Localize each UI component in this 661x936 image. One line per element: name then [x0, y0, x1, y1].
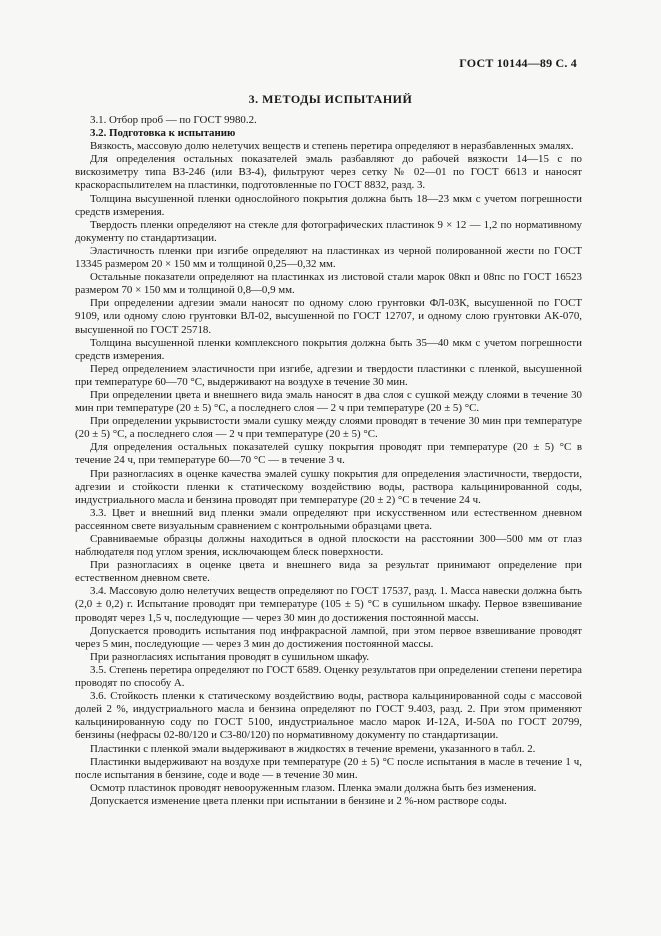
paragraph: Остальные показатели определяют на пластинках из листовой стали марок 08кп и 08пс по ГОСТ 16523 размером 70 × 150 мм и толщиной 0,8—0,9 мм. — [75, 271, 582, 297]
paragraph: Перед определением эластичности при изгибе, адгезии и твердости пластинки с пленкой, высушенной при температуре 60—70 °С, выдерживают на воздухе в течение 30 мин. — [75, 362, 582, 388]
page-header: ГОСТ 10144—89 С. 4 — [459, 56, 577, 70]
clause-3-4: 3.4. Массовую долю нелетучих веществ определяют по ГОСТ 17537, разд. 1. Масса навески должна быть (2,0 ± 0,2) г. Испытание проводят при температуре (105 ± 5) °С в сушильном шкафу. Первое взвешивание проводят через 1,5 ч, последующие — через 30 мин до достижения постоянной массы. — [75, 585, 582, 624]
body-text — [75, 114, 582, 808]
paragraph: При разногласиях испытания проводят в сушильном шкафу. — [90, 650, 370, 663]
clause-3-1: 3.1. Отбор проб — по ГОСТ 9980.2. — [90, 114, 257, 126]
paragraph: Твердость пленки определяют на стекле для фотографических пластинок 9 × 12 — 1,2 по нормативному документу по стандартизации. — [75, 218, 582, 244]
paragraph: Вязкость, массовую долю нелетучих веществ и степень перетира определяют в неразбавленных эмалях. — [90, 140, 574, 153]
section-title: 3. МЕТОДЫ ИСПЫТАНИЙ — [248, 92, 413, 106]
paragraph: Осмотр пластинок проводят невооруженным глазом. Пленка эмали должна быть без изменения. — [90, 781, 537, 794]
paragraph: Сравниваемые образцы должны находиться в одной плоскости на расстоянии 300—500 мм от глаз наблюдателя под углом зрения, исключающем блеск поверхности. — [75, 533, 582, 559]
paragraph: Для определения остальных показателей эмаль разбавляют до рабочей вязкости 14—15 с по вискозиметру типа ВЗ-246 (или ВЗ-4), фильтруют через сетку № 02—01 по ГОСТ 6613 и наносят краскораспылителем на пластинки, подготовленные по ГОСТ 8832, разд. 3. — [75, 153, 582, 192]
clause-3-2-heading: 3.2. Подготовка к испытанию — [90, 127, 236, 140]
paragraph: Для определения остальных показателей сушку покрытия проводят при температуре (20 ± 5) °С в течение 24 ч, при температуре 60—70 °С — в течение 3 ч. — [75, 441, 582, 467]
paragraph: Пластинки с пленкой эмали выдерживают в жидкостях в течение времени, указанного в табл. 2. — [90, 742, 536, 755]
paragraph: При разногласиях в оценке качества эмалей сушку покрытия для определения эластичности, твердости, адгезии и стойкости пленки к статическому воздействию воды, раствора кальцинированной соды, индустриального масла и бензина проводят при температуре (20 ± 2) °С в течение 24 ч. — [75, 467, 582, 506]
clause-3-6: 3.6. Стойкость пленки к статическому воздействию воды, раствора кальцинированной соды с массовой долей 2 %, индустриального масла и бензина определяют по ГОСТ 9.403, разд. 2. При этом применяют кальцинированную соду по ГОСТ 5100, индустриальное масло марок И-12А, И-50А по ГОСТ 20799, бензины (нефрасы 02-80/120 и С3-80/120) по нормативному документу по стандартизации. — [75, 690, 582, 742]
paragraph: Допускается изменение цвета пленки при испытании в бензине и 2 %-ном растворе соды. — [90, 794, 507, 807]
clause-3-3: 3.3. Цвет и внешний вид пленки эмали определяют при искусственном или естественном дневном рассеянном свете визуальным сравнением с контрольными образцами цвета. — [75, 506, 582, 532]
paragraph: Толщина высушенной пленки комплексного покрытия должна быть 35—40 мкм с учетом погрешности средств измерения. — [75, 336, 582, 362]
paragraph: Толщина высушенной пленки однослойного покрытия должна быть 18—23 мкм с учетом погрешности средств измерения. — [75, 192, 582, 218]
paragraph: При определении адгезии эмали наносят по одному слою грунтовки ФЛ-03К, высушенной по ГОСТ 9109, или одному слою грунтовки ВЛ-02, высушенной по ГОСТ 12707, и одному слою грунтовки АК-070, высушенной по ГОСТ 25718. — [75, 297, 582, 336]
paragraph: Допускается проводить испытания под инфракрасной лампой, при этом первое взвешивание проводят через 5 мин, последующие — через 3 мин до достижения постоянной массы. — [75, 624, 582, 650]
paragraph: При определении укрывистости эмали сушку между слоями проводят в течение 30 мин при температуре (20 ± 5) °С, а последнего слоя — 2 ч при температуре (20 ± 5) °С. — [75, 415, 582, 441]
paragraph: При разногласиях в оценке цвета и внешнего вида за результат принимают определение при естественном дневном свете. — [75, 559, 582, 585]
paragraph: При определении цвета и внешнего вида эмаль наносят в два слоя с сушкой между слоями в течение 30 мин при температуре (20 ± 5) °С, а последнего слоя — 2 ч при температуре (20 ± 5) °С. — [75, 388, 582, 415]
clause-3-5: 3.5. Степень перетира определяют по ГОСТ 6589. Оценку результатов при определении степени перетира проводят по способу А. — [75, 663, 582, 690]
paragraph: Пластинки выдерживают на воздухе при температуре (20 ± 5) °С после испытания в масле в течение 1 ч, после испытания в бензине, соде и воде — в течение 30 мин. — [75, 755, 582, 781]
paragraph: Эластичность пленки при изгибе определяют на пластинках из черной полированной жести по ГОСТ 13345 размером 20 × 150 мм и толщиной 0,25—0,32 мм. — [75, 244, 582, 271]
